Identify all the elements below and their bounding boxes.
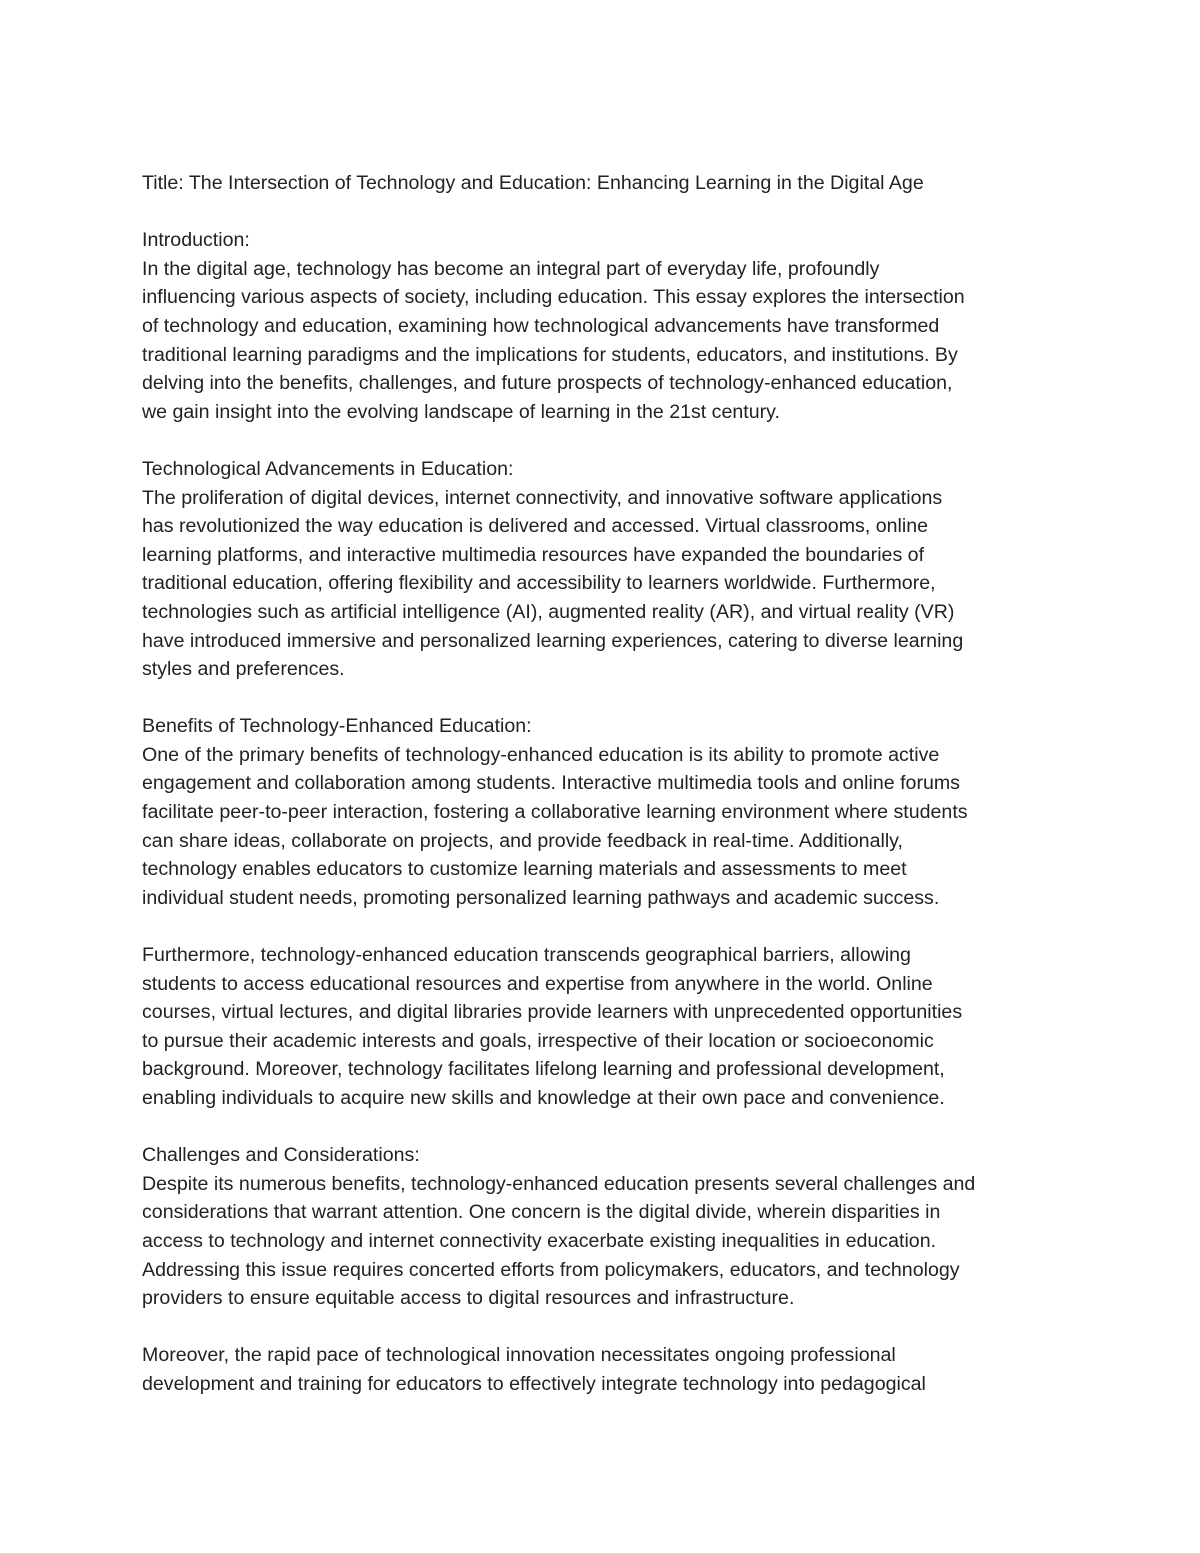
paragraph-gap <box>142 1313 1072 1342</box>
text-line: students to access educational resources and expertise from anywhere in the world. Online <box>142 972 933 995</box>
paragraph-gap <box>142 1113 1072 1142</box>
text-line: development and training for educators to effectively integrate technology into pedagogical <box>142 1372 926 1395</box>
text-line: The proliferation of digital devices, internet connectivity, and innovative software applications <box>142 486 943 509</box>
text-line: traditional learning paradigms and the implications for students, educators, and institutions. By <box>142 343 958 366</box>
text-line: to pursue their academic interests and goals, irrespective of their location or socioeconomic <box>142 1029 934 1052</box>
text-line: has revolutionized the way education is delivered and accessed. Virtual classrooms, online <box>142 515 929 538</box>
text-line: enabling individuals to acquire new skills and knowledge at their own pace and convenience. <box>142 1087 945 1109</box>
text-line: considerations that warrant attention. One concern is the digital divide, wherein disparities in <box>142 1201 941 1224</box>
section-heading-benefits: Benefits of Technology-Enhanced Education: <box>142 715 532 738</box>
text-line: background. Moreover, technology facilitates lifelong learning and professional development, <box>142 1058 945 1081</box>
text-line: Despite its numerous benefits, technology-enhanced education presents several challenges and <box>142 1172 976 1195</box>
text-line: individual student needs, promoting personalized learning pathways and academic success. <box>142 886 940 909</box>
document-title: Title: The Intersection of Technology and Education: Enhancing Learning in the Digital Age <box>142 172 924 194</box>
text-line: courses, virtual lectures, and digital libraries provide learners with unprecedented opportunities <box>142 1001 963 1024</box>
paragraph-gap <box>142 912 1072 941</box>
text-line: influencing various aspects of society, including education. This essay explores the intersection <box>142 286 965 309</box>
text-line: facilitate peer-to-peer interaction, fostering a collaborative learning environment where students <box>142 801 968 824</box>
text-line: Moreover, the rapid pace of technological innovation necessitates ongoing professional <box>142 1344 896 1367</box>
section-heading-challenges: Challenges and Considerations: <box>142 1144 420 1167</box>
section-heading-technological-advancements: Technological Advancements in Education: <box>142 457 514 480</box>
text-line: styles and preferences. <box>142 658 345 681</box>
text-line: access to technology and internet connectivity exacerbate existing inequalities in education. <box>142 1229 937 1252</box>
paragraph-gap <box>142 684 1072 713</box>
text-line: providers to ensure equitable access to digital resources and infrastructure. <box>142 1287 795 1310</box>
text-line: of technology and education, examining how technological advancements have transformed <box>142 314 940 337</box>
section-heading-introduction: Introduction: <box>142 229 250 252</box>
text-line: In the digital age, technology has become an integral part of everyday life, profoundly <box>142 257 880 280</box>
text-line: Furthermore, technology-enhanced education transcends geographical barriers, allowing <box>142 944 911 967</box>
text-line: can share ideas, collaborate on projects, and provide feedback in real-time. Additionally, <box>142 829 903 852</box>
text-line: technology enables educators to customize learning materials and assessments to meet <box>142 858 907 881</box>
paragraph-gap <box>142 198 1072 227</box>
text-line: learning platforms, and interactive multimedia resources have expanded the boundaries of <box>142 543 925 566</box>
text-line: technologies such as artificial intelligence (AI), augmented reality (AR), and virtual reality (VR) <box>142 600 955 623</box>
text-line: traditional education, offering flexibility and accessibility to learners worldwide. Furthermore, <box>142 572 936 595</box>
text-line: engagement and collaboration among students. Interactive multimedia tools and online forums <box>142 772 960 795</box>
paragraph-gap <box>142 426 1072 455</box>
text-line: One of the primary benefits of technology-enhanced education is its ability to promote active <box>142 743 940 766</box>
text-line: we gain insight into the evolving landscape of learning in the 21st century. <box>142 400 780 423</box>
document-body <box>142 169 1072 1399</box>
text-line: delving into the benefits, challenges, and future prospects of technology-enhanced education, <box>142 372 953 395</box>
text-line: Addressing this issue requires concerted efforts from policymakers, educators, and technology <box>142 1258 960 1281</box>
text-line: have introduced immersive and personalized learning experiences, catering to diverse learning <box>142 629 964 652</box>
